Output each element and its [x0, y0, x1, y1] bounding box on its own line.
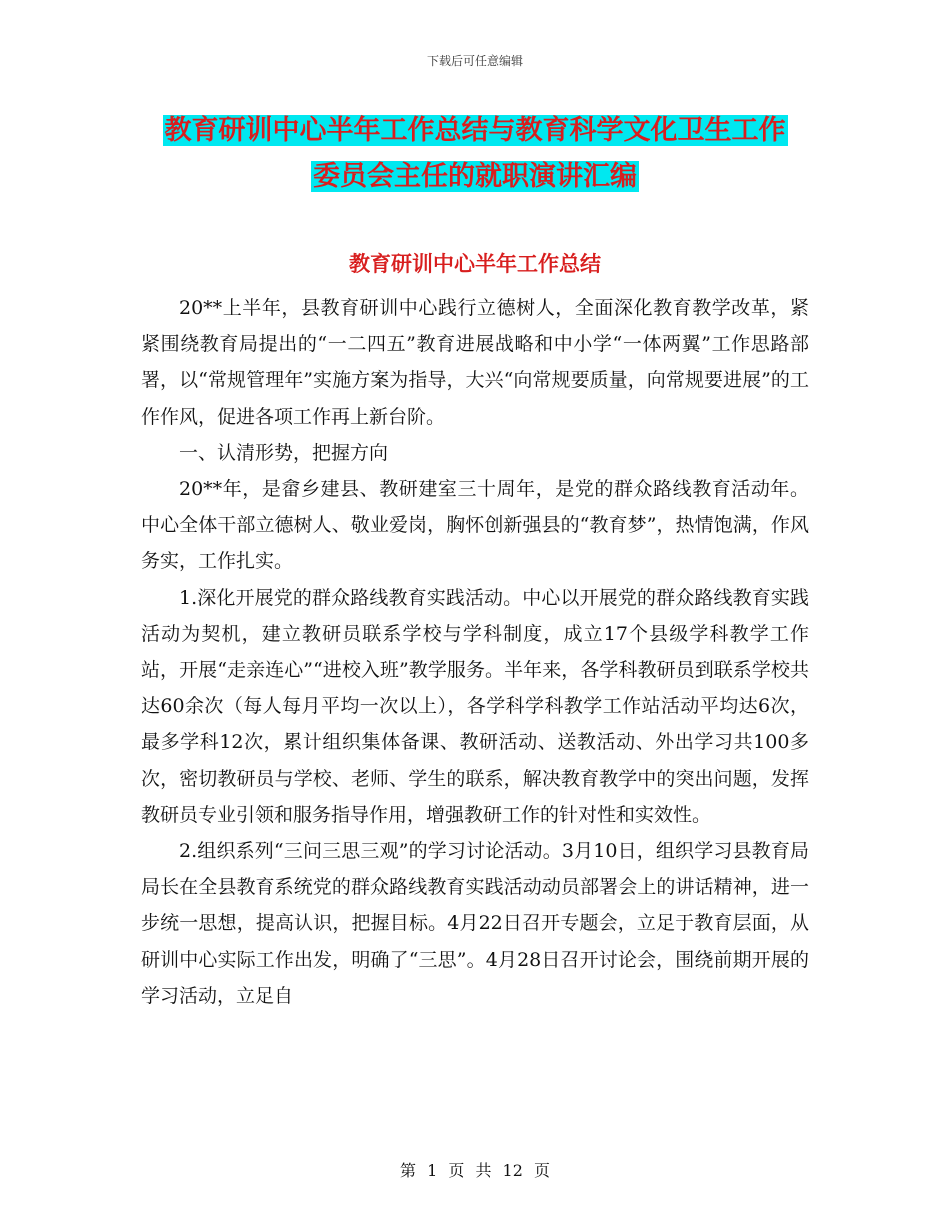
paragraph-intro: 20**上半年，县教育研训中心践行立德树人，全面深化教育教学改革，紧紧围绕教育局提出的“一二四五”教育进展战略和中小学“一体两翼”工作思路部署，以“常规管理年”实施方案为指导，大兴“向常规要质量，向常规要进展”的工作作风，促进各项工作再上新台阶。: [141, 297, 809, 428]
paragraph-item-2: 2.组织系列“三问三思三观”的学习讨论活动。3月10日，组织学习县教育局局长在全县教育系统党的群众路线教育实践活动动员部署会上的讲话精神，进一步统一思想，提高认识，把握目标。4月22日召开专题会，立足于教育层面，从研训中心实际工作出发，明确了“三思”。4月28日召开讨论会，围绕前期开展的学习活动，立足自: [141, 840, 809, 1007]
section-title: 教育研训中心半年工作总结: [349, 251, 601, 276]
paragraph-context: 20**年，是畲乡建县、教研建室三十周年，是党的群众路线教育活动年。中心全体干部立德树人、敬业爱岗，胸怀创新强县的“教育梦”，热情饱满，作风务实，工作扎实。: [141, 478, 809, 573]
document-title: [140, 108, 810, 200]
paragraph-item-1: 1.深化开展党的群众路线教育实践活动。中心以开展党的群众路线教育实践活动为契机，建立教研员联系学校与学科制度，成立17个县级学科教学工作站，开展“走亲连心”“进校入班”教学服务。半年来，各学科教研员到联系学校共达60余次（每人每月平均一次以上），各学科学科教学工作站活动平均达6次，最多学科12次，累计组织集体备课、教研活动、送教活动、外出学习共100多次，密切教研员与学校、老师、学生的联系，解决教育教学中的突出问题，发挥教研员专业引领和服务指导作用，增强教研工作的针对性和实效性。: [141, 586, 809, 826]
page-footer: 第 1 页 共 12 页: [400, 1161, 550, 1180]
paragraph-heading-1: 一、认清形势，把握方向: [179, 441, 389, 464]
document-title-line-2: 委员会主任的就职演讲汇编: [313, 161, 637, 192]
header-note: 下载后可任意编辑: [426, 54, 523, 68]
document-title-line-1: 教育研训中心半年工作总结与教育科学文化卫生工作: [164, 115, 786, 146]
body-text: [141, 290, 809, 1014]
